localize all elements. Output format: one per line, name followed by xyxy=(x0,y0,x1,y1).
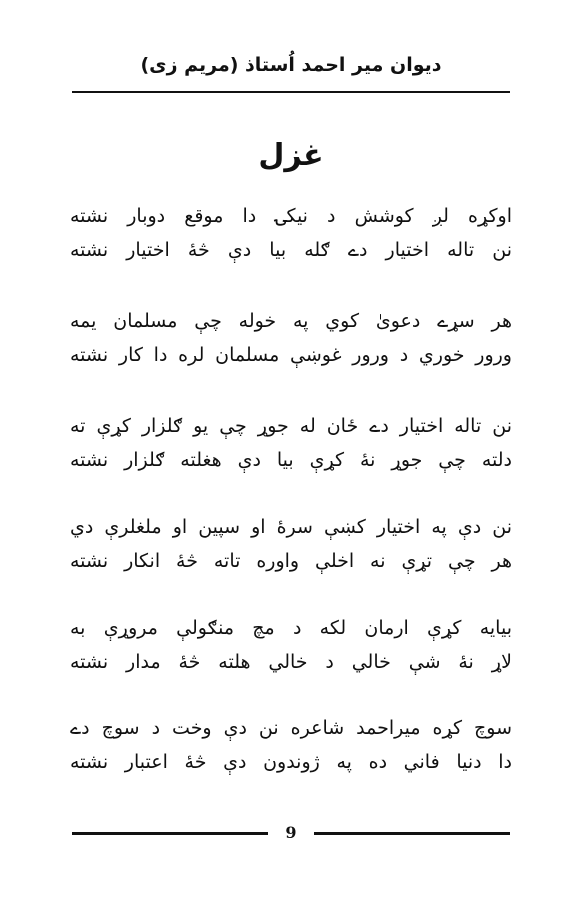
verse-line: هر چې تړې نه اخلې واوره تاته څهٔ انکار نشته xyxy=(70,550,512,572)
header-divider xyxy=(72,91,510,93)
verse-line: دا دنیا فاني ده په ژوندون دې څهٔ اعتبار نشته xyxy=(70,751,512,773)
poem-heading: غزل xyxy=(258,138,324,173)
couplet xyxy=(70,711,512,779)
couplet xyxy=(70,611,512,679)
verse-line: نن تاله اختیار دے ګله بیا دې څهٔ اختیار نشته xyxy=(70,239,512,261)
verse-line: لاړ نهٔ شې خالي د خالي هلته څهٔ مدار نشته xyxy=(70,651,512,673)
couplet xyxy=(70,304,512,372)
verse-line: نن دې په اختیار کښې سرهٔ او سپین او ملغلرې دي xyxy=(70,516,512,538)
book-title: دیوان میر احمد اُستاذ (مریم زی) xyxy=(140,54,442,76)
footer-divider-right xyxy=(314,832,510,835)
verse-line: دلته چې جوړ نهٔ کړې بیا دې هغلته ګلزار نشته xyxy=(70,449,512,471)
verse-line: نن تاله اختیار دے ځان له جوړ چې یو ګلزار کړې ته xyxy=(70,415,512,437)
verse-line: بیایه کړې ارمان لکه د مچ منګولې مروړې به xyxy=(70,617,512,639)
verse-line: اوکړه لږ کوشش د نیکۍ دا موقع دوبار نشته xyxy=(70,205,512,227)
couplet xyxy=(70,409,512,477)
couplet xyxy=(70,510,512,578)
verse-line: ورور خوري د ورور غوښې مسلمان لره دا کار نشته xyxy=(70,344,512,366)
verse-line: سوچ کړه میراحمد شاعره نن دې وخت د سوچ دے xyxy=(70,717,512,739)
verse-line: هر سړے دعویٰ کوي په خوله چې مسلمان یمه xyxy=(70,310,512,332)
footer-divider-left xyxy=(72,832,268,835)
couplet xyxy=(70,199,512,267)
page-number: 9 xyxy=(285,823,297,842)
